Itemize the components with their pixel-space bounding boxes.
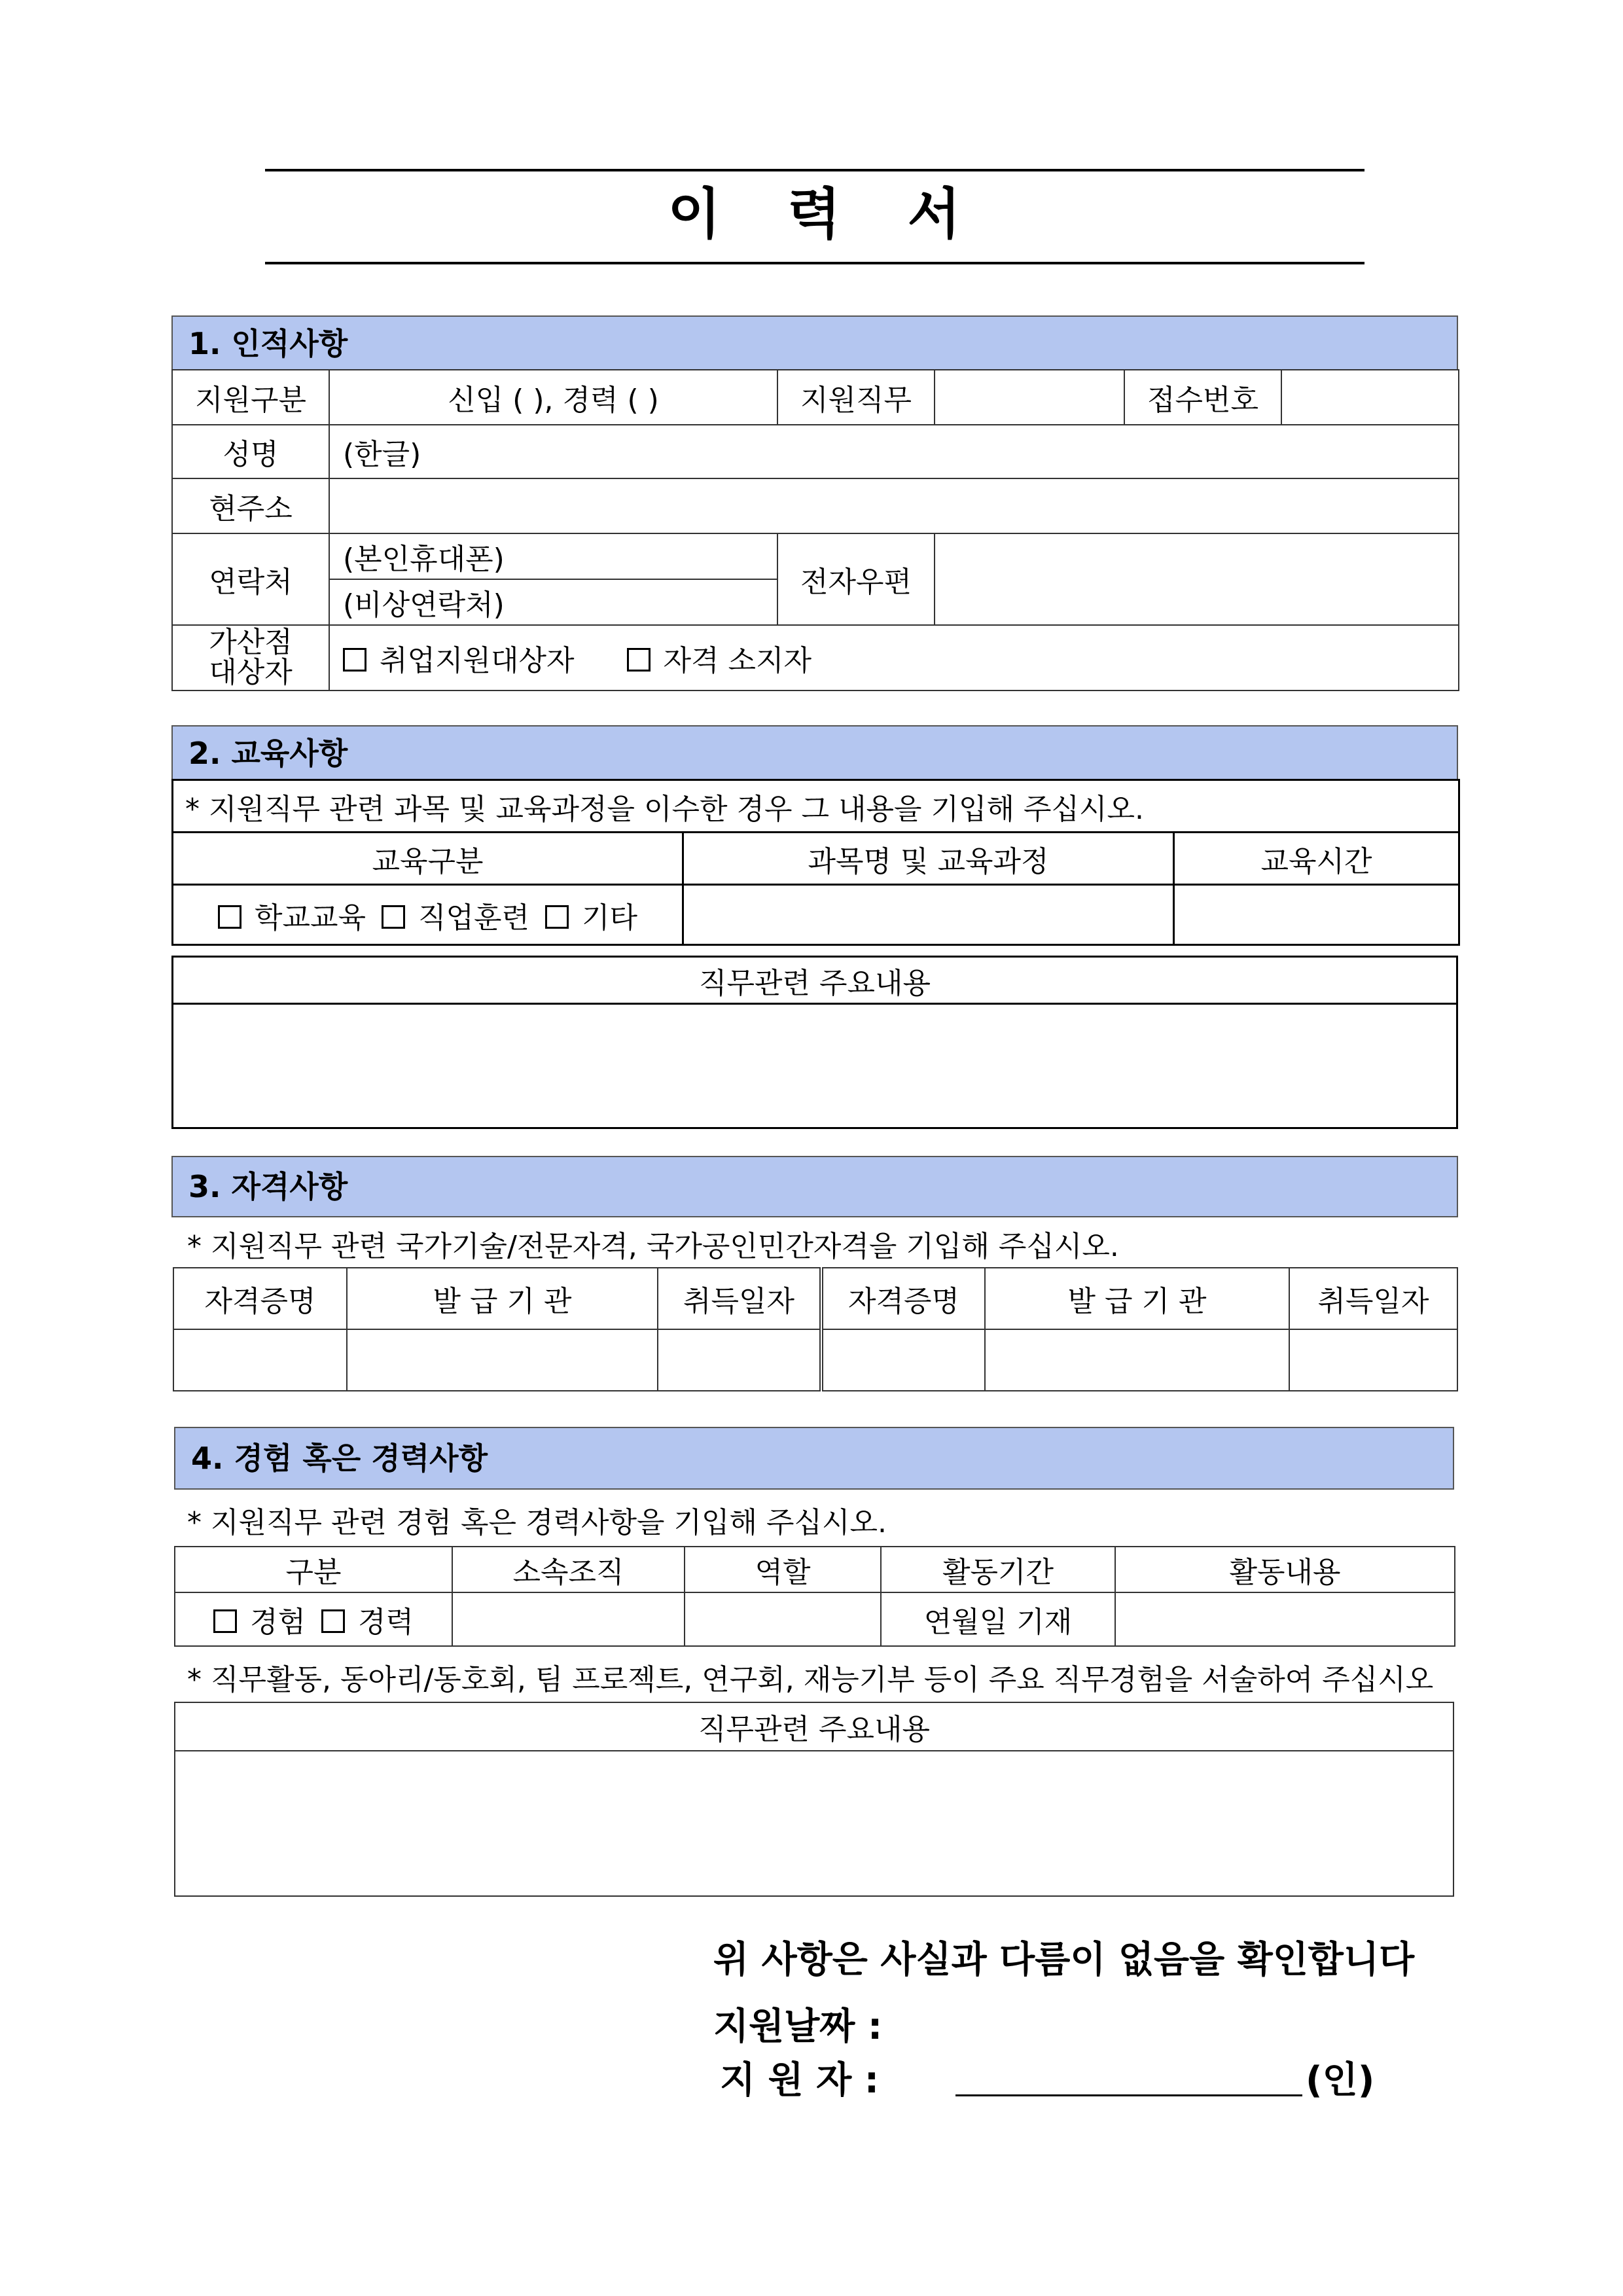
name-label: 성명: [172, 425, 329, 478]
cert-name-field[interactable]: [173, 1329, 347, 1391]
exp-type-options: [175, 1592, 452, 1646]
address-field[interactable]: [329, 478, 1459, 533]
cert-col-date: 취득일자: [1289, 1268, 1457, 1329]
applicant-label: 지 원 자 :: [720, 2059, 880, 2102]
title-box: [265, 169, 1364, 264]
experience-content-table: [174, 1702, 1454, 1897]
cert-date-field[interactable]: [1289, 1329, 1457, 1391]
career-label: 경력: [358, 1605, 414, 1639]
cert-issuer-field[interactable]: [347, 1329, 658, 1391]
experience-table: [174, 1546, 1455, 1647]
title-char: 이: [668, 182, 722, 246]
bonus-employment-label: 취업지원대상자: [380, 644, 575, 677]
exp-role-field[interactable]: [685, 1592, 881, 1646]
apply-type-field[interactable]: 신입 ( ), 경력 ( ): [329, 370, 777, 425]
apply-type-label: 지원구분: [172, 370, 329, 425]
bonus-employment-checkbox[interactable]: [343, 648, 366, 672]
experience-label: 경험: [249, 1605, 306, 1639]
certification-note: * 지원직무 관련 국가기술/전문자격, 국가공인민간자격을 기입해 주십시오.: [187, 1230, 1119, 1263]
exp-col-role: 역할: [685, 1547, 881, 1592]
cert-date-field[interactable]: [658, 1329, 821, 1391]
section-header-personal: 1. 인적사항: [171, 315, 1458, 370]
cert-col-date: 취득일자: [658, 1268, 821, 1329]
section-header-certification: 3. 자격사항: [171, 1156, 1458, 1217]
experience-content-field[interactable]: [175, 1751, 1454, 1896]
job-field[interactable]: [935, 370, 1124, 425]
contact-label: 연락처: [172, 533, 329, 625]
bonus-cert-checkbox[interactable]: [627, 648, 651, 672]
signature-line[interactable]: [955, 2094, 1302, 2096]
cert-col-name: 자격증명: [821, 1268, 985, 1329]
address-label: 현주소: [172, 478, 329, 533]
personal-info-table: [171, 369, 1459, 691]
receipt-field[interactable]: [1281, 370, 1459, 425]
apply-date-label: 지원날짜 :: [713, 2005, 883, 2048]
education-note: * 지원직무 관련 과목 및 교육과정을 이수한 경우 그 내용을 기입해 주십시오.: [173, 780, 1459, 833]
exp-org-field[interactable]: [452, 1592, 685, 1646]
other-edu-label: 기타: [582, 901, 638, 935]
email-label: 전자우편: [777, 533, 935, 625]
education-hours-field[interactable]: [1174, 885, 1459, 945]
bonus-label: [172, 625, 329, 691]
page-title: [265, 171, 1364, 257]
bonus-label-line2: 대상자: [209, 656, 293, 689]
career-checkbox[interactable]: [321, 1609, 345, 1633]
experience-note: * 지원직무 관련 경험 혹은 경력사항을 기입해 주십시오.: [187, 1506, 887, 1539]
bonus-label-line1: 가산점: [209, 626, 293, 659]
bonus-options: [329, 625, 1459, 691]
title-char: 서: [907, 182, 962, 246]
cert-col-issuer: 발 급 기 관: [985, 1268, 1289, 1329]
exp-col-type: 구분: [175, 1547, 452, 1592]
experience-note2: * 직무활동, 동아리/동호회, 팀 프로젝트, 연구회, 재능기부 등이 주요 직무경험을 서술하여 주십시오: [187, 1663, 1434, 1696]
exp-col-content: 활동내용: [1115, 1547, 1455, 1592]
school-edu-checkbox[interactable]: [218, 905, 241, 929]
section-header-experience: 4. 경험 혹은 경력사항: [174, 1427, 1454, 1490]
education-content-table: [171, 956, 1458, 1129]
vocational-label: 직업훈련: [418, 901, 529, 935]
exp-period-field[interactable]: 연월일 기재: [881, 1592, 1115, 1646]
seal-mark: (인): [1306, 2059, 1375, 2102]
job-label: 지원직무: [777, 370, 935, 425]
education-table: [171, 779, 1460, 946]
experience-content-header: 직무관련 주요내용: [175, 1702, 1454, 1751]
experience-checkbox[interactable]: [213, 1609, 237, 1633]
cert-col-name: 자격증명: [173, 1268, 347, 1329]
bonus-cert-label: 자격 소지자: [663, 644, 812, 677]
cert-name-field[interactable]: [821, 1329, 985, 1391]
confirm-statement: 위 사항은 사실과 다름이 없음을 확인합니다: [713, 1939, 1415, 1981]
school-edu-label: 학교교육: [254, 901, 366, 935]
mobile-field[interactable]: (본인휴대폰): [329, 533, 777, 579]
education-col-hours: 교육시간: [1174, 833, 1459, 885]
emergency-field[interactable]: (비상연락처): [329, 579, 777, 625]
name-field[interactable]: (한글): [329, 425, 1459, 478]
education-course-field[interactable]: [683, 885, 1174, 945]
vocational-checkbox[interactable]: [382, 905, 405, 929]
education-content-header: 직무관련 주요내용: [173, 957, 1457, 1004]
section-header-education: 2. 교육사항: [171, 725, 1458, 780]
education-content-field[interactable]: [173, 1004, 1457, 1128]
education-col-type: 교육구분: [173, 833, 683, 885]
education-type-options: [173, 885, 683, 945]
education-col-course: 과목명 및 교육과정: [683, 833, 1174, 885]
certification-table: [173, 1267, 1458, 1391]
title-char: 력: [787, 182, 842, 246]
exp-col-period: 활동기간: [881, 1547, 1115, 1592]
exp-col-org: 소속조직: [452, 1547, 685, 1592]
exp-content-field[interactable]: [1115, 1592, 1455, 1646]
receipt-label: 접수번호: [1124, 370, 1281, 425]
cert-issuer-field[interactable]: [985, 1329, 1289, 1391]
other-edu-checkbox[interactable]: [545, 905, 569, 929]
email-field[interactable]: [935, 533, 1459, 625]
cert-col-issuer: 발 급 기 관: [347, 1268, 658, 1329]
